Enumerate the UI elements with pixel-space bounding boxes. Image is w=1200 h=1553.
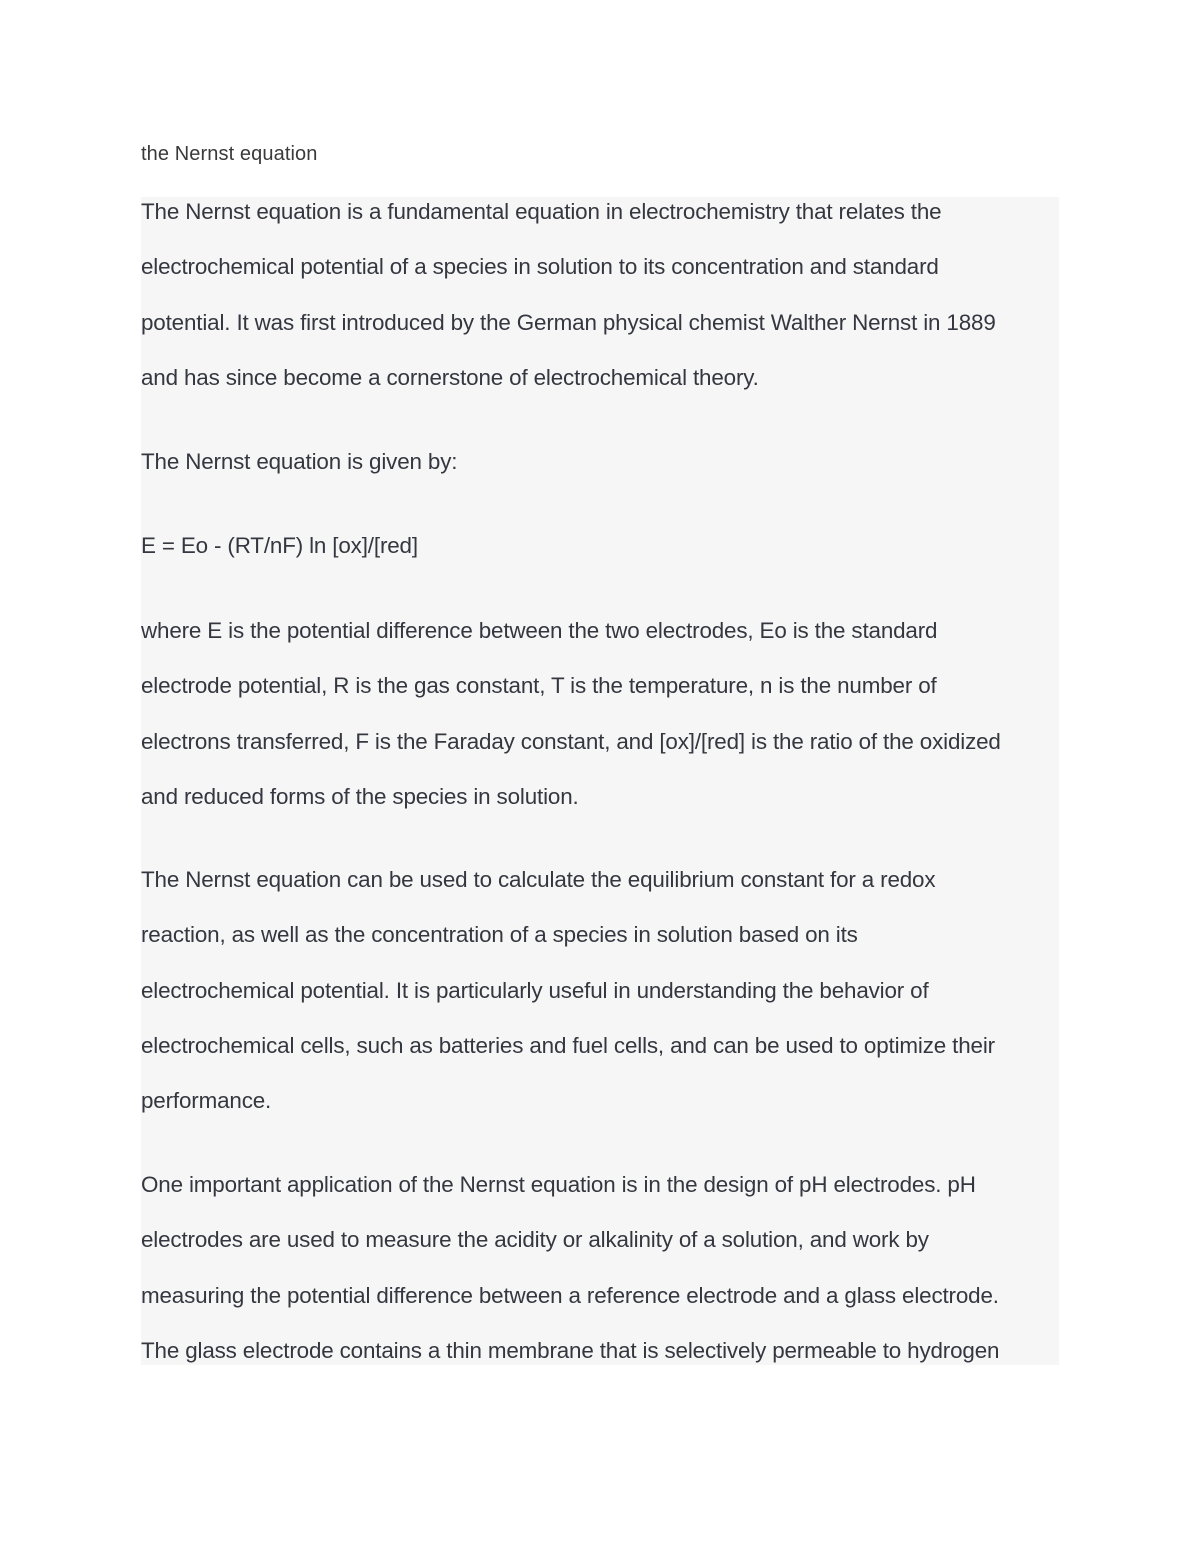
text-line: The Nernst equation is a fundamental equation in electrochemistry that relates the: [141, 199, 942, 224]
paragraph-definitions: [141, 603, 1061, 824]
text-line: The Nernst equation can be used to calculate the equilibrium constant for a redox: [141, 867, 936, 892]
text-line: The glass electrode contains a thin membrane that is selectively permeable to hydrogen: [141, 1337, 1000, 1363]
text-line: electrodes are used to measure the acidity or alkalinity of a solution, and work by: [141, 1227, 929, 1253]
equation-line: [141, 518, 1061, 573]
text-line: potential. It was first introduced by the German physical chemist Walther Nernst in 1889: [141, 309, 996, 335]
text-line: electrochemical potential of a species in solution to its concentration and standard: [141, 254, 939, 280]
paragraph-uses: [141, 852, 1061, 1128]
paragraph-ph-electrodes: [141, 1157, 1061, 1378]
text-line: One important application of the Nernst equation is in the design of pH electrodes. pH: [141, 1172, 976, 1197]
equation-text: E = Eo - (RT/nF) ln [ox]/[red]: [141, 533, 418, 558]
text-line: reaction, as well as the concentration of a species in solution based on its: [141, 922, 858, 948]
text-line: electrochemical cells, such as batteries and fuel cells, and can be used to optimize their: [141, 1032, 995, 1058]
paragraph-given-by: [141, 434, 1061, 489]
page-title: the Nernst equation: [141, 143, 318, 165]
text-line: electrode potential, R is the gas constant, T is the temperature, n is the number of: [141, 673, 937, 699]
text-line: measuring the potential difference between a reference electrode and a glass electrode.: [141, 1282, 999, 1308]
response-text-block: [141, 197, 1059, 1365]
text-line: The Nernst equation is given by:: [141, 449, 458, 474]
paragraph-intro: [141, 184, 1061, 405]
text-line: electrons transferred, F is the Faraday constant, and [ox]/[red] is the ratio of the oxidized: [141, 728, 1001, 754]
text-line: electrochemical potential. It is particularly useful in understanding the behavior of: [141, 977, 929, 1003]
text-line: and has since become a cornerstone of electrochemical theory.: [141, 364, 759, 390]
text-line: and reduced forms of the species in solution.: [141, 783, 579, 809]
text-line: where E is the potential difference between the two electrodes, Eo is the standard: [141, 618, 938, 643]
text-line: performance.: [141, 1088, 272, 1114]
